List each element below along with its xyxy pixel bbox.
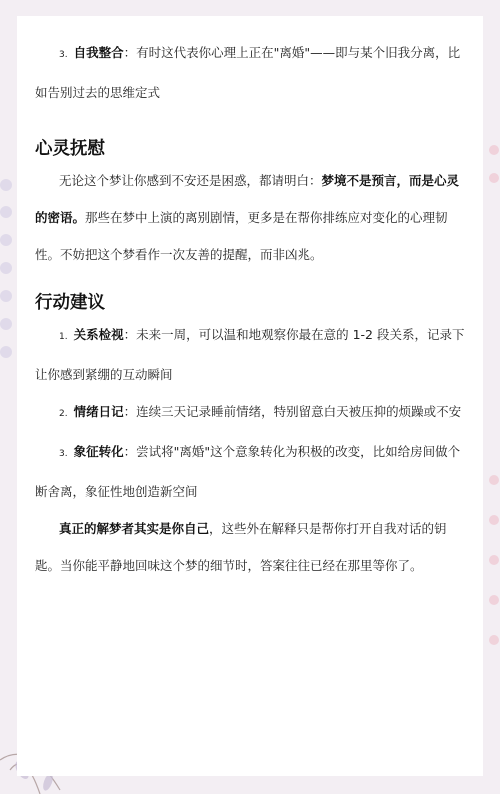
paragraph-soothe	[35, 162, 467, 273]
heading-actions: 行动建议	[35, 293, 105, 313]
decor-dot-icon	[489, 475, 499, 485]
item-label: 关系检视	[73, 327, 124, 342]
item-label: 自我整合	[73, 45, 124, 60]
paragraph-text: ，这些外在解释只是帮你打开自我对话的钥匙。当你能平静地回味这个梦的细节时，答案往往已经在那里等你了。	[35, 521, 447, 573]
paragraph-text: 那些在梦中上演的离别剧情，更多是在帮你排练应对变化的心理韧性。不妨把这个梦看作一次友善的提醒，而非凶兆。	[35, 210, 448, 262]
decor-dot-icon	[0, 206, 12, 218]
item-text: ：有时这代表你心理上正在"离婚"——即与某个旧我分离，比如告别过去的思维定式	[35, 45, 461, 100]
item-text: ：未来一周，可以温和地观察你最在意的 1-2 段关系，记录下让你感到紧绷的互动瞬间	[35, 327, 465, 382]
decor-dot-icon	[489, 173, 499, 183]
item-number: 2.	[59, 409, 68, 419]
item-label: 象征转化	[73, 444, 124, 459]
article-card	[17, 16, 483, 776]
decor-dot-icon	[0, 290, 12, 302]
heading-soothe: 心灵抚慰	[35, 139, 105, 159]
decor-dot-icon	[0, 262, 12, 274]
paragraph-bold: 真正的解梦者其实是你自己	[59, 521, 210, 536]
list-item	[35, 316, 467, 393]
decor-dot-icon	[489, 555, 499, 565]
list-item	[35, 393, 467, 433]
decor-dot-icon	[489, 145, 499, 155]
item-number: 3.	[59, 449, 68, 459]
item-number: 3.	[59, 50, 68, 60]
article-content	[35, 45, 467, 584]
item-text: ：连续三天记录睡前情绪，特别留意白天被压抑的烦躁或不安	[123, 404, 462, 419]
item-label: 情绪日记	[73, 404, 124, 419]
decor-dot-icon	[489, 595, 499, 605]
item-number: 1.	[59, 332, 68, 342]
paragraph-bold: 梦境不是预言，而是心灵的密语。	[35, 173, 460, 225]
list-item	[35, 34, 467, 111]
decor-dot-icon	[489, 515, 499, 525]
list-item	[35, 433, 467, 510]
paragraph-text: 无论这个梦让你感到不安还是困惑，都请明白：	[59, 173, 322, 188]
decor-dot-icon	[0, 346, 12, 358]
item-text: ：尝试将"离婚"这个意象转化为积极的改变，比如给房间做个断舍离，象征性地创造新空间	[35, 444, 461, 499]
decor-dot-icon	[0, 234, 12, 246]
decor-dot-icon	[0, 179, 12, 191]
decor-dot-icon	[489, 635, 499, 645]
paragraph-closing	[35, 510, 467, 584]
decor-dot-icon	[0, 318, 12, 330]
